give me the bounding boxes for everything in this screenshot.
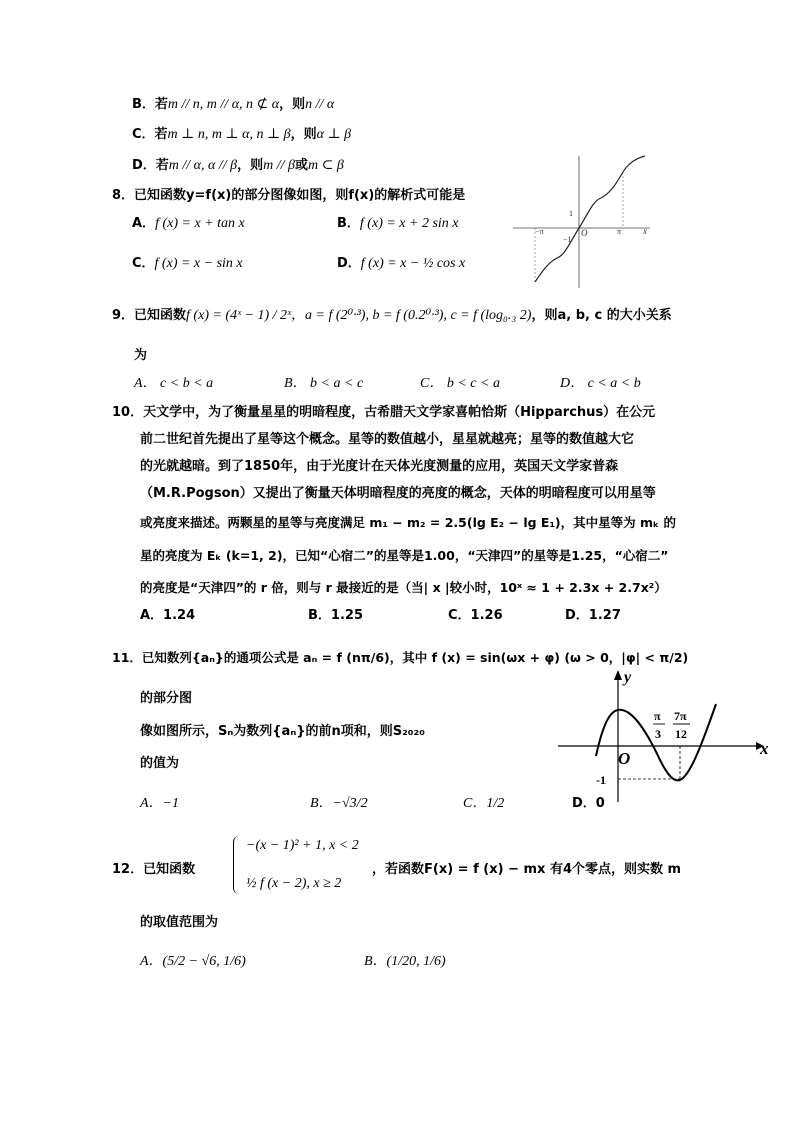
q11-line-4: 的值为	[140, 756, 180, 771]
tick-pi-3-den: 3	[655, 727, 661, 741]
q10-line-3: 的光就越暗。到了1850年，由于光度计在天体光度测量的应用，英国天文学家普森	[140, 459, 619, 474]
q9-option-d: D． c < a < b	[560, 376, 641, 391]
q9-option-a: A． c < b < a	[134, 376, 214, 391]
q8-function-graph	[505, 152, 655, 292]
q9-stem: 9．已知函数f (x) = (4ˣ − 1) / 2ˣ，a = f (2⁰·³), b = f (0.2⁰·³), c = f (log₀.₃ 2)，则a, b, c 的大小关系	[112, 308, 672, 323]
q12-case-1: −(x − 1)² + 1, x < 2	[246, 838, 359, 853]
q8-stem: 8．已知函数y=f(x)的部分图像如图，则f(x)的解析式可能是	[112, 188, 466, 203]
q12-case-2: ½ f (x − 2), x ≥ 2	[246, 876, 342, 891]
q9-wei: 为	[134, 348, 148, 363]
q12-line-2: 的取值范围为	[140, 915, 219, 930]
q7-option-b: B．若m // n, m // α, n ⊄ α，则n // α	[132, 97, 335, 112]
tick-pi-3-num: π	[654, 709, 661, 723]
origin-label: O	[618, 749, 631, 768]
q11-option-c: C．1/2	[463, 796, 505, 811]
function-curve	[535, 156, 645, 282]
neg-one-label: -1	[596, 773, 606, 787]
q11-line-3: 像如图所示，Sₙ为数列{aₙ}的前n项和，则S₂₀₂₀	[140, 724, 425, 739]
x-axis-label: x	[760, 739, 769, 758]
q12-option-b: B．(1/20, 1/6)	[364, 954, 446, 969]
neg-pi-label: −π	[535, 227, 544, 236]
q7-option-d: D．若m // α, α // β，则m // β或m ⊂ β	[132, 158, 344, 173]
tick-7pi-12-num: 7π	[674, 709, 687, 723]
q10-line-1: 10．天文学中，为了衡量星星的明暗程度，古希腊天文学家喜帕恰斯（Hipparchus）在公元	[112, 405, 656, 420]
pi-label: π	[617, 227, 622, 236]
x-axis-label: x	[643, 226, 647, 236]
piecewise-brace	[233, 836, 240, 894]
q8-option-a: A．f (x) = x + tan x	[132, 216, 245, 231]
q12-prefix: 12．已知函数	[112, 862, 196, 877]
q9-option-c: C． b < c < a	[420, 376, 500, 391]
q10-line-6: 星的亮度为 Eₖ (k=1, 2)，已知“心宿二”的星等是1.00，“天津四”的星等是1.25，“心宿二”	[140, 548, 669, 563]
q11-sine-graph	[556, 664, 778, 806]
one-label: 1	[569, 209, 573, 218]
q7-option-c: C．若m ⊥ n, m ⊥ α, n ⊥ β，则α ⊥ β	[132, 127, 352, 142]
q10-line-4: （M.R.Pogson）又提出了衡量天体明暗程度的亮度的概念，天体的明暗程度可以用星等	[140, 486, 656, 501]
tick-7pi-12-den: 12	[675, 727, 687, 741]
q11-option-b: B．−√3/2	[310, 796, 368, 811]
origin-label: O	[581, 228, 588, 238]
q10-line-5: 或亮度来描述。两颗星的星等与亮度满足 m₁ − m₂ = 2.5(lg E₂ − lg E₁)，其中星等为 mₖ 的	[140, 515, 676, 530]
q10-option-d: D．1.27	[565, 608, 621, 623]
neg-one-label: −1	[563, 235, 572, 244]
y-axis-label: y	[624, 669, 632, 686]
q8-option-c: C．f (x) = x − sin x	[132, 256, 243, 271]
q12-option-a: A．(5/2 − √6, 1/6)	[140, 954, 246, 969]
q10-option-b: B．1.25	[308, 608, 363, 623]
q10-option-a: A．1.24	[140, 608, 196, 623]
q10-line-7: 的亮度是“天津四”的 r 倍，则与 r 最接近的是（当| x |较小时，10ˣ ≈ 1 + 2.3x + 2.7x²）	[140, 580, 667, 595]
q8-option-b: B．f (x) = x + 2 sin x	[337, 216, 459, 231]
q8-option-d: D．f (x) = x − ½ cos x	[337, 256, 466, 271]
q10-line-2: 前二世纪首先提出了星等这个概念。星等的数值越小，星星就越亮；星等的数值越大它	[140, 432, 635, 447]
q10-option-c: C．1.26	[448, 608, 503, 623]
q12-postfix: ，若函数F(x) = f (x) − mx 有4个零点，则实数 m	[372, 862, 682, 877]
q11-stem: 11．已知数列{aₙ}的通项公式是 aₙ = f (nπ/6)，其中 f (x) = sin(ωx + φ) (ω > 0，|φ| < π/2)	[112, 650, 689, 665]
q11-option-a: A．−1	[140, 796, 179, 811]
q11-line-2: 的部分图	[140, 691, 193, 706]
q9-option-b: B． b < a < c	[284, 376, 364, 391]
q11-option-d: D．0	[572, 796, 605, 811]
